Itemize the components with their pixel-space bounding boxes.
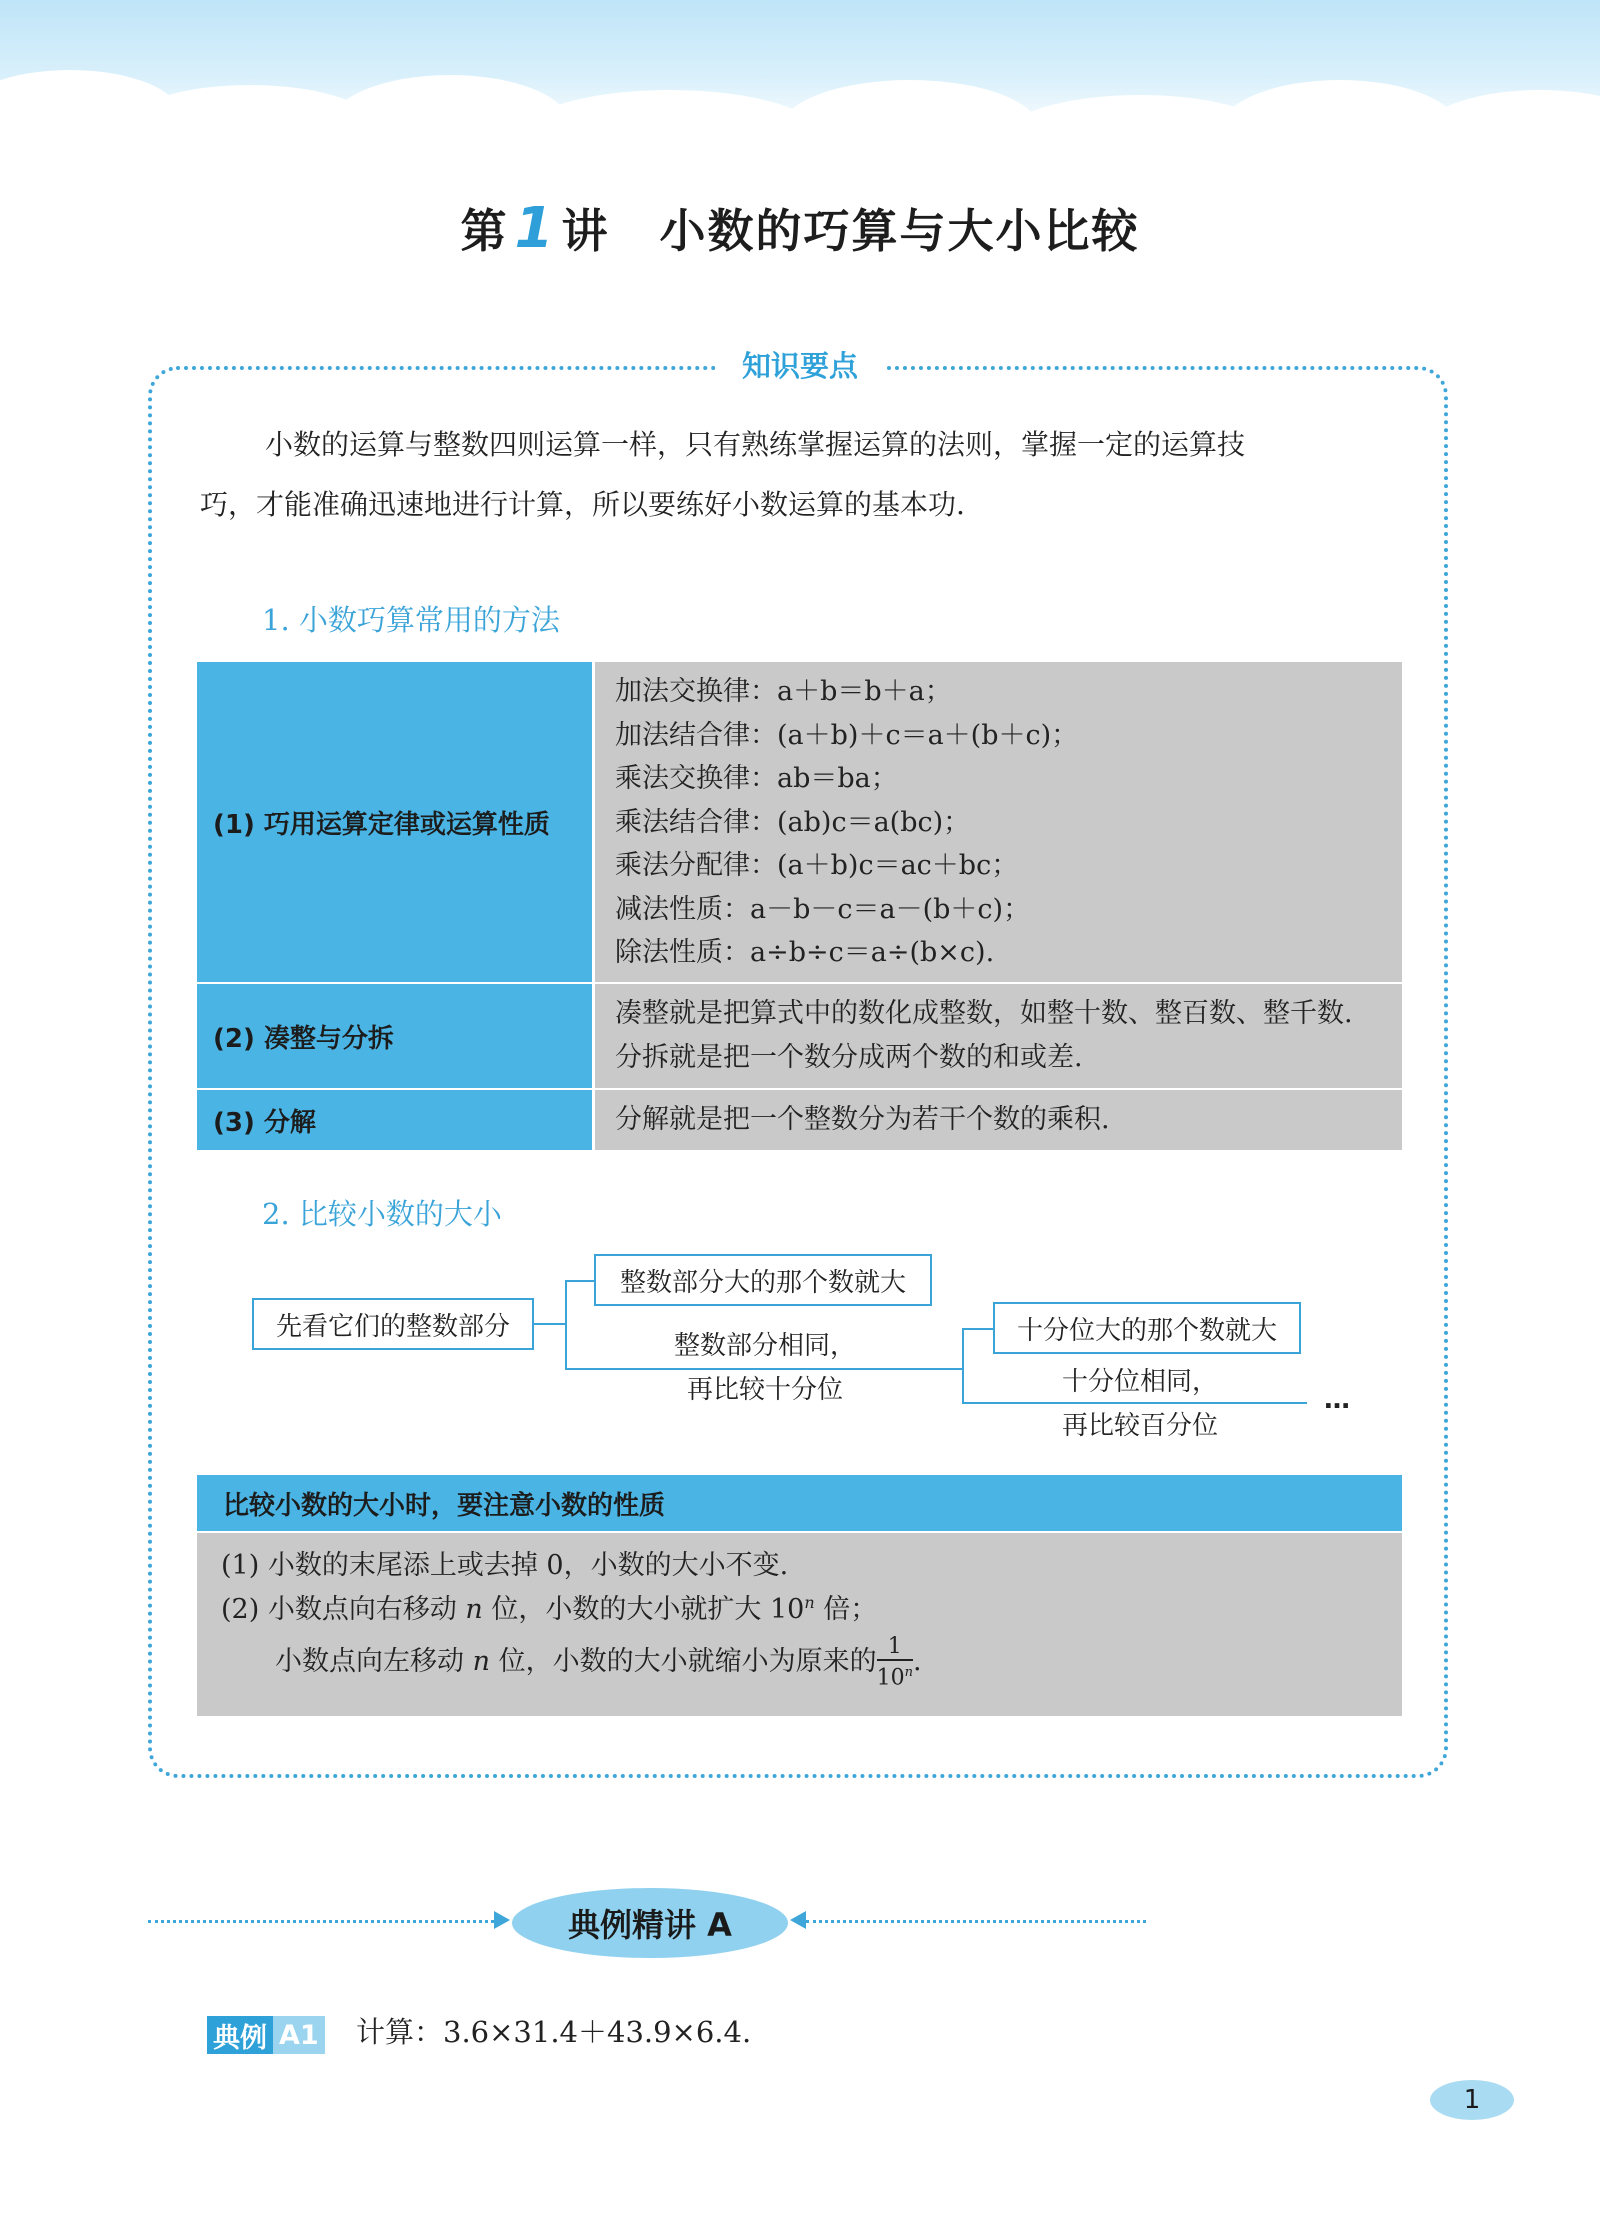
connector xyxy=(565,1280,595,1282)
table-row xyxy=(197,662,1402,984)
law-line: 加法交换律：a＋b＝b＋a； xyxy=(615,676,952,707)
connector xyxy=(962,1328,964,1404)
example-question: 计算：3.6×31.4＋43.9×6.4. xyxy=(356,2015,752,2049)
start-box: 先看它们的整数部分 xyxy=(252,1298,534,1350)
connector xyxy=(534,1323,566,1325)
branch-2-box: 十分位大的那个数就大 xyxy=(993,1302,1301,1354)
page-title: 第 1 讲 小数的巧算与大小比较 xyxy=(460,196,1140,261)
property-item-1: (1) 小数的末尾添上或去掉 0，小数的大小不变. xyxy=(221,1550,789,1581)
method-line: 分拆就是把一个数分成两个数的和或差. xyxy=(615,1041,1083,1073)
row-content xyxy=(595,984,1402,1088)
ellipsis: … xyxy=(1324,1385,1350,1415)
banner-dots-right xyxy=(806,1920,1146,1923)
example-banner: 典例精讲 A xyxy=(512,1888,788,1958)
section-1-title: 1. 小数巧算常用的方法 xyxy=(262,603,560,637)
law-line: 减法性质：a－b－c＝a－(b＋c)； xyxy=(615,893,1031,925)
arrow-right-icon xyxy=(494,1911,510,1929)
law-line: 乘法分配律：(a＋b)c＝ac＋bc； xyxy=(615,850,1019,881)
connector xyxy=(962,1328,994,1330)
property-item-3: 小数点向左移动 n 位，小数的大小就缩小为原来的 $\frac{1}{10^n}$ . xyxy=(275,1634,922,1691)
row-content xyxy=(595,1090,1402,1150)
header-clouds xyxy=(0,0,1600,140)
property-item-2: (2) 小数点向右移动 n 位，小数的大小就扩大 10$^n$ 倍； xyxy=(221,1593,878,1625)
methods-table xyxy=(197,662,1402,1150)
intro-line-2: 巧，才能准确迅速地进行计算，所以要练好小数运算的基本功. xyxy=(200,488,965,521)
row-label: (1) 巧用运算定律或运算性质 xyxy=(197,662,595,982)
section-2-title: 2. 比较小数的大小 xyxy=(262,1197,502,1231)
table-row xyxy=(197,1090,1402,1150)
properties-body xyxy=(197,1533,1402,1716)
arrow-left-icon xyxy=(790,1911,806,1929)
row-label: (2) 凑整与分拆 xyxy=(197,984,595,1088)
law-line: 乘法交换律：ab＝ba； xyxy=(615,763,898,794)
lesson-number: 1 xyxy=(514,196,556,261)
law-line: 加法结合律：(a＋b)＋c＝a＋(b＋c)； xyxy=(615,719,1079,751)
method-line: 分解就是把一个整数分为若干个数的乘积. xyxy=(615,1104,1110,1135)
example-tag: 典例 A1 xyxy=(207,2016,325,2054)
method-line: 凑整就是把算式中的数化成整数，如整十数、整百数、整千数. xyxy=(615,998,1353,1029)
branch-1-box: 整数部分大的那个数就大 xyxy=(594,1254,932,1306)
fraction: $\frac{1}{10^n}$ xyxy=(876,1634,913,1691)
row-label: (3) 分解 xyxy=(197,1090,595,1150)
properties-heading: 比较小数的大小时，要注意小数的性质 xyxy=(197,1475,1402,1531)
connector xyxy=(565,1280,567,1370)
law-line: 除法性质：a÷b÷c＝a÷(b×c). xyxy=(615,937,995,968)
page-number: 1 xyxy=(1430,2080,1514,2120)
row-content xyxy=(595,662,1402,982)
branch-2-else: 十分位相同， 再比较百分位 xyxy=(1061,1367,1218,1441)
knowledge-heading: 知识要点 xyxy=(715,344,885,385)
banner-dots-left xyxy=(148,1920,500,1923)
branch-1-else: 整数部分相同， 再比较十分位 xyxy=(673,1331,856,1405)
law-line: 乘法结合律：(ab)c＝a(bc)； xyxy=(615,806,971,838)
intro-line-1: 小数的运算与整数四则运算一样，只有熟练掌握运算的法则，掌握一定的运算技 xyxy=(265,428,1246,461)
table-row xyxy=(197,984,1402,1090)
